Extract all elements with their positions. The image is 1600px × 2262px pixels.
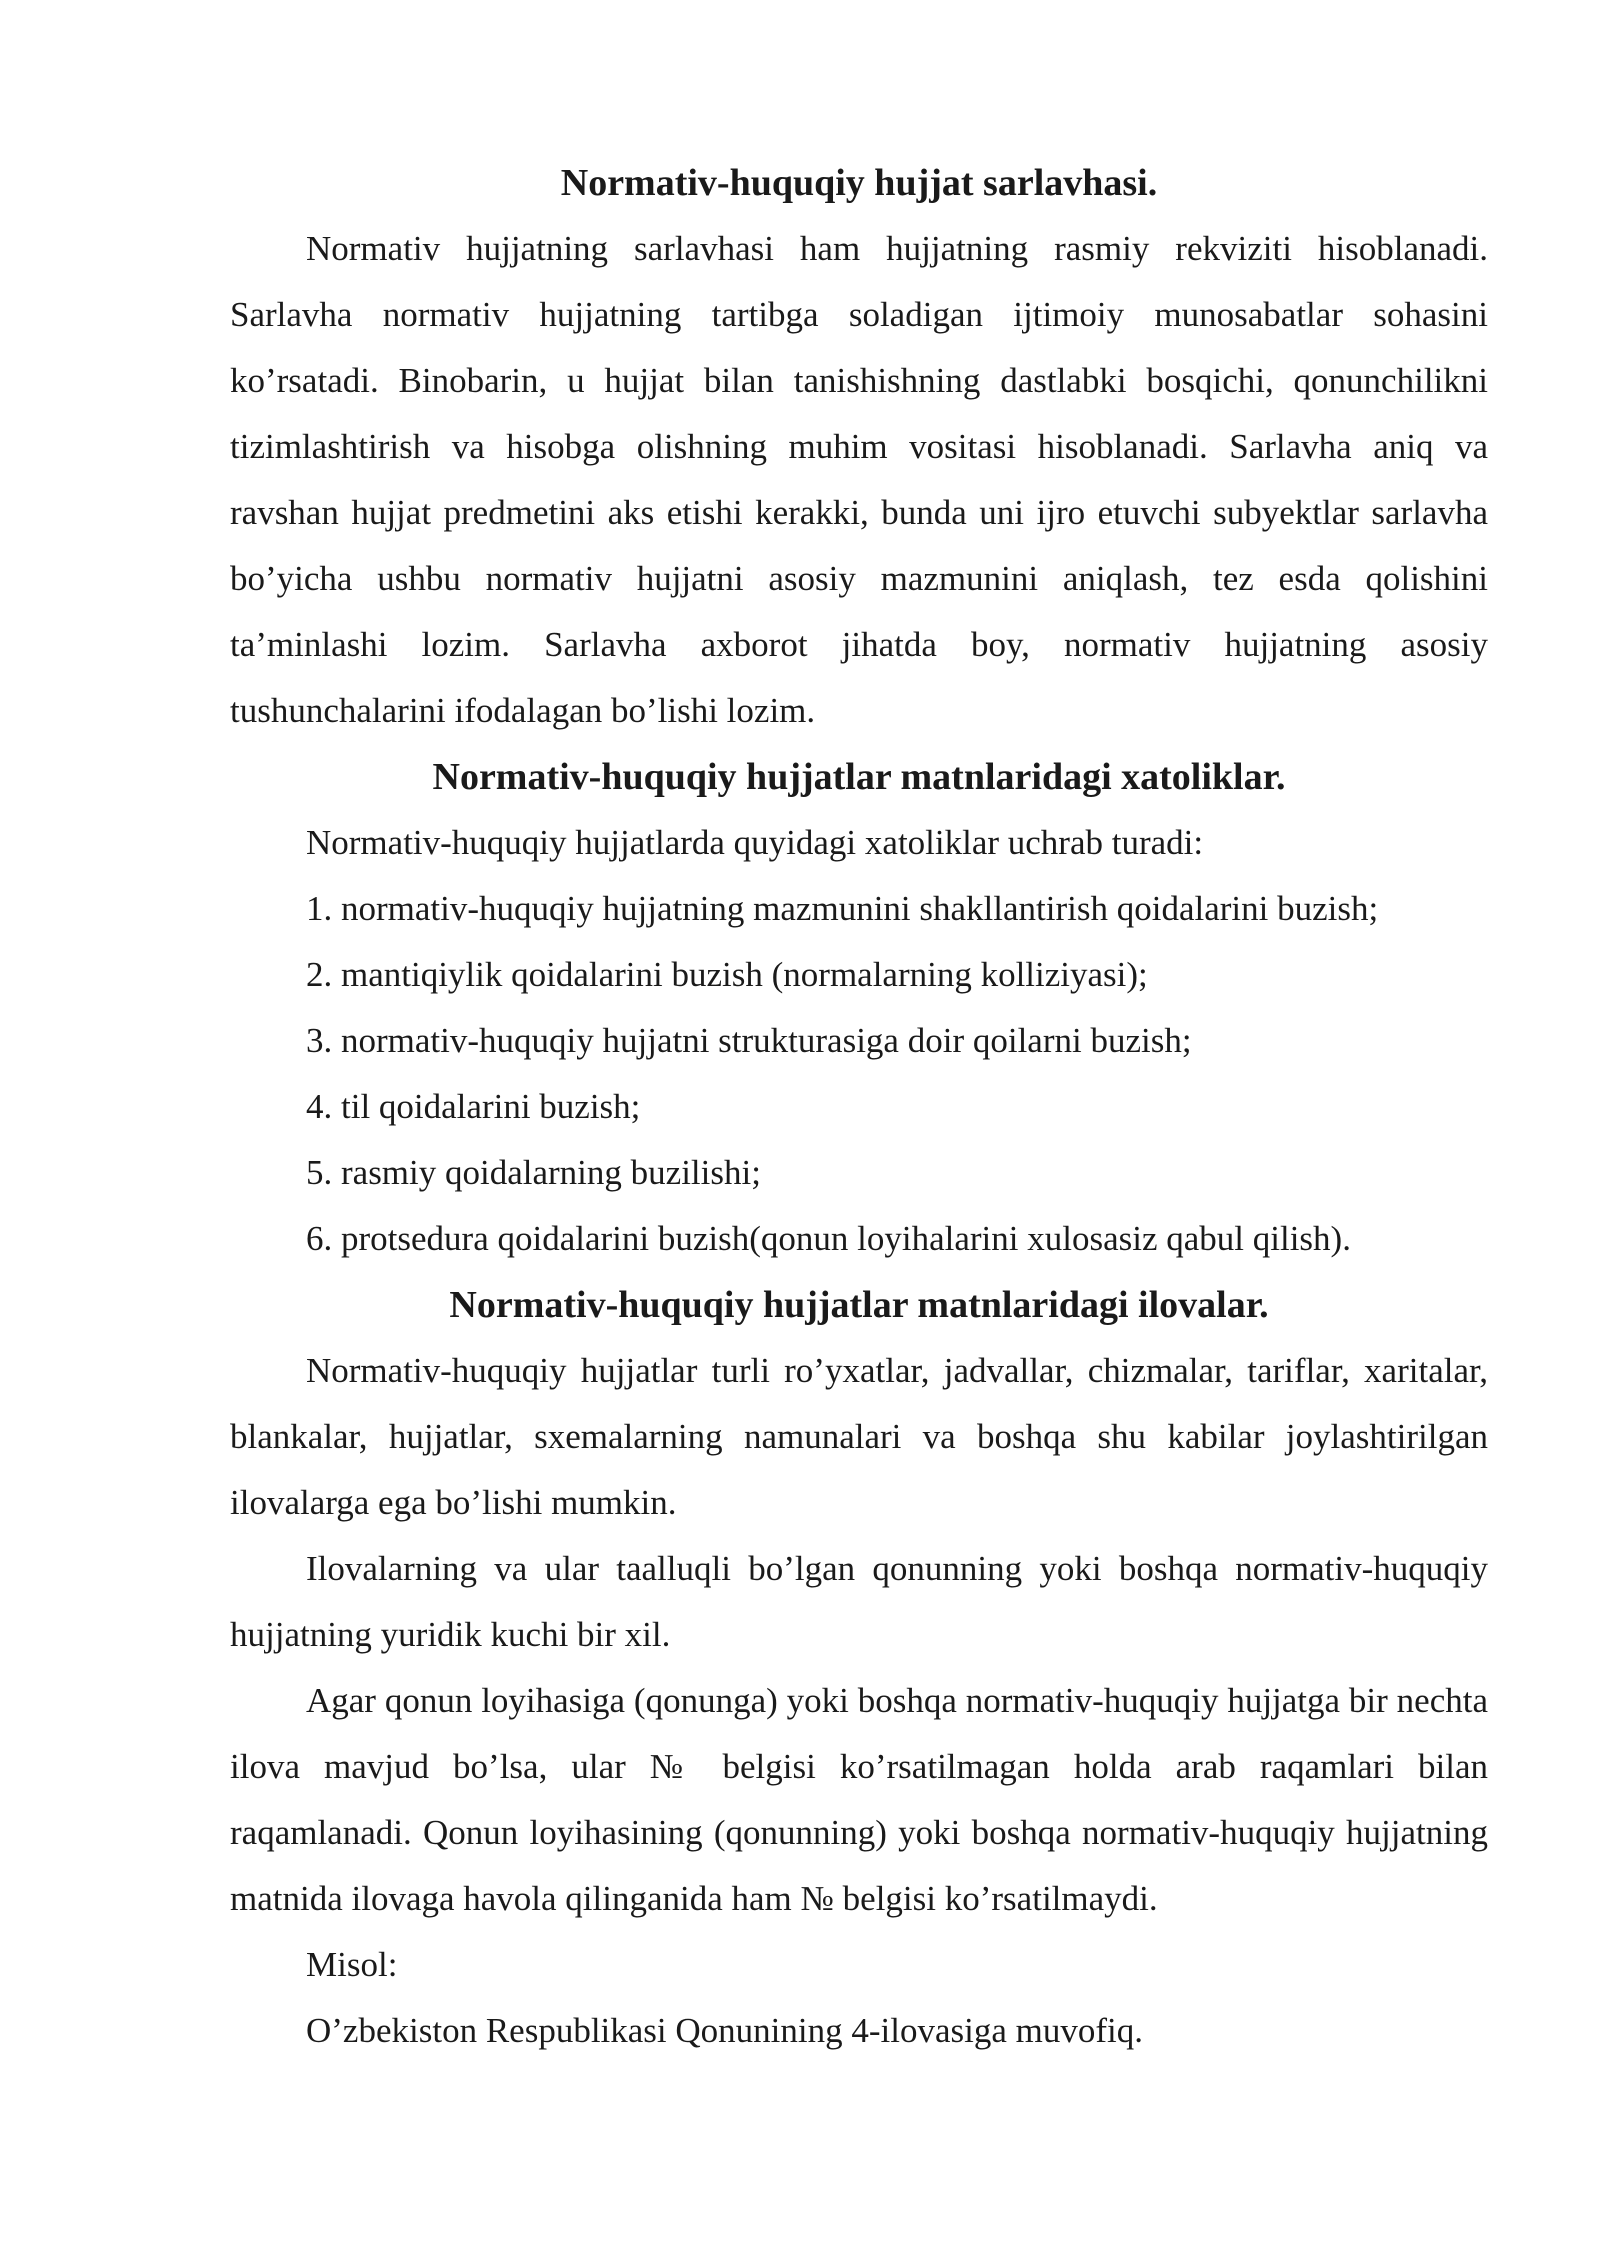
example-label: Misol: <box>306 1945 398 1984</box>
list-item: 5. rasmiy qoidalarning buzilishi; <box>306 1153 761 1192</box>
list-item: 3. normativ-huquqiy hujjatni strukturasiga doir qoilarni buzish; <box>306 1021 1192 1060</box>
errors-list <box>230 876 1488 1272</box>
paragraph-title-description: Normativ hujjatning sarlavhasi ham hujjatning rasmiy rekviziti hisoblanadi. Sarlavha normativ hujjatning tartibga soladigan ijtimoiy munosabatlar sohasini ko’rsatadi. Binobarin, u hujjat bilan tanishishning dastlabki bosqichi, qonunchilikni tizimlashtirish va hisobga olishning muhim vositasi hisoblanadi. Sarlavha aniq va ravshan hujjat predmetini aks etishi kerakki, bunda uni ijro etuvchi subyektlar sarlavha bo’yicha ushbu normativ hujjatni asosiy mazmunini aniqlash, tez esda qolishini ta’minlashi lozim. Sarlavha axborot jihatda boy, normativ hujjatning asosiy tushunchalarini ifodalagan bo’lishi lozim. <box>230 229 1488 730</box>
example-text: O’zbekiston Respublikasi Qonunining 4-ilovasiga muvofiq. <box>306 2011 1143 2050</box>
list-item: 1. normativ-huquqiy hujjatning mazmunini shakllantirish qoidalarini buzish; <box>306 889 1379 928</box>
list-item: 4. til qoidalarini buzish; <box>306 1087 641 1126</box>
paragraph-appendices-numbering: Agar qonun loyihasiga (qonunga) yoki boshqa normativ-huquqiy hujjatga bir nechta ilova mavjud bo’lsa, ular № belgisi ko’rsatilmagan holda arab raqamlari bilan raqamlanadi. Qonun loyihasining (qonunning) yoki boshqa normativ-huquqiy hujjatning matnida ilovaga havola qilinganida ham № belgisi ko’rsatilmaydi. <box>230 1681 1488 1918</box>
list-item: 6. protsedura qoidalarini buzish(qonun loyihalarini xulosasiz qabul qilish). <box>306 1219 1351 1258</box>
section-heading-appendices: Normativ-huquqiy hujjatlar matnlaridagi ilovalar. <box>449 1284 1269 1326</box>
errors-intro: Normativ-huquqiy hujjatlarda quyidagi xatoliklar uchrab turadi: <box>306 823 1204 862</box>
section-heading-title: Normativ-huquqiy hujjat sarlavhasi. <box>560 162 1158 204</box>
paragraph-appendices-legal-force: Ilovalarning va ular taalluqli bo’lgan qonunning yoki boshqa normativ-huquqiy hujjatning yuridik kuchi bir xil. <box>230 1549 1488 1654</box>
section-heading-errors: Normativ-huquqiy hujjatlar matnlaridagi xatoliklar. <box>432 756 1286 798</box>
paragraph-appendices-types: Normativ-huquqiy hujjatlar turli ro’yxatlar, jadvallar, chizmalar, tariflar, xaritalar, blankalar, hujjatlar, sxemalarning namunalari va boshqa shu kabilar joylashtirilgan ilovalarga ega bo’lishi mumkin. <box>230 1351 1488 1522</box>
list-item: 2. mantiqiylik qoidalarini buzish (normalarning kolliziyasi); <box>306 955 1148 994</box>
